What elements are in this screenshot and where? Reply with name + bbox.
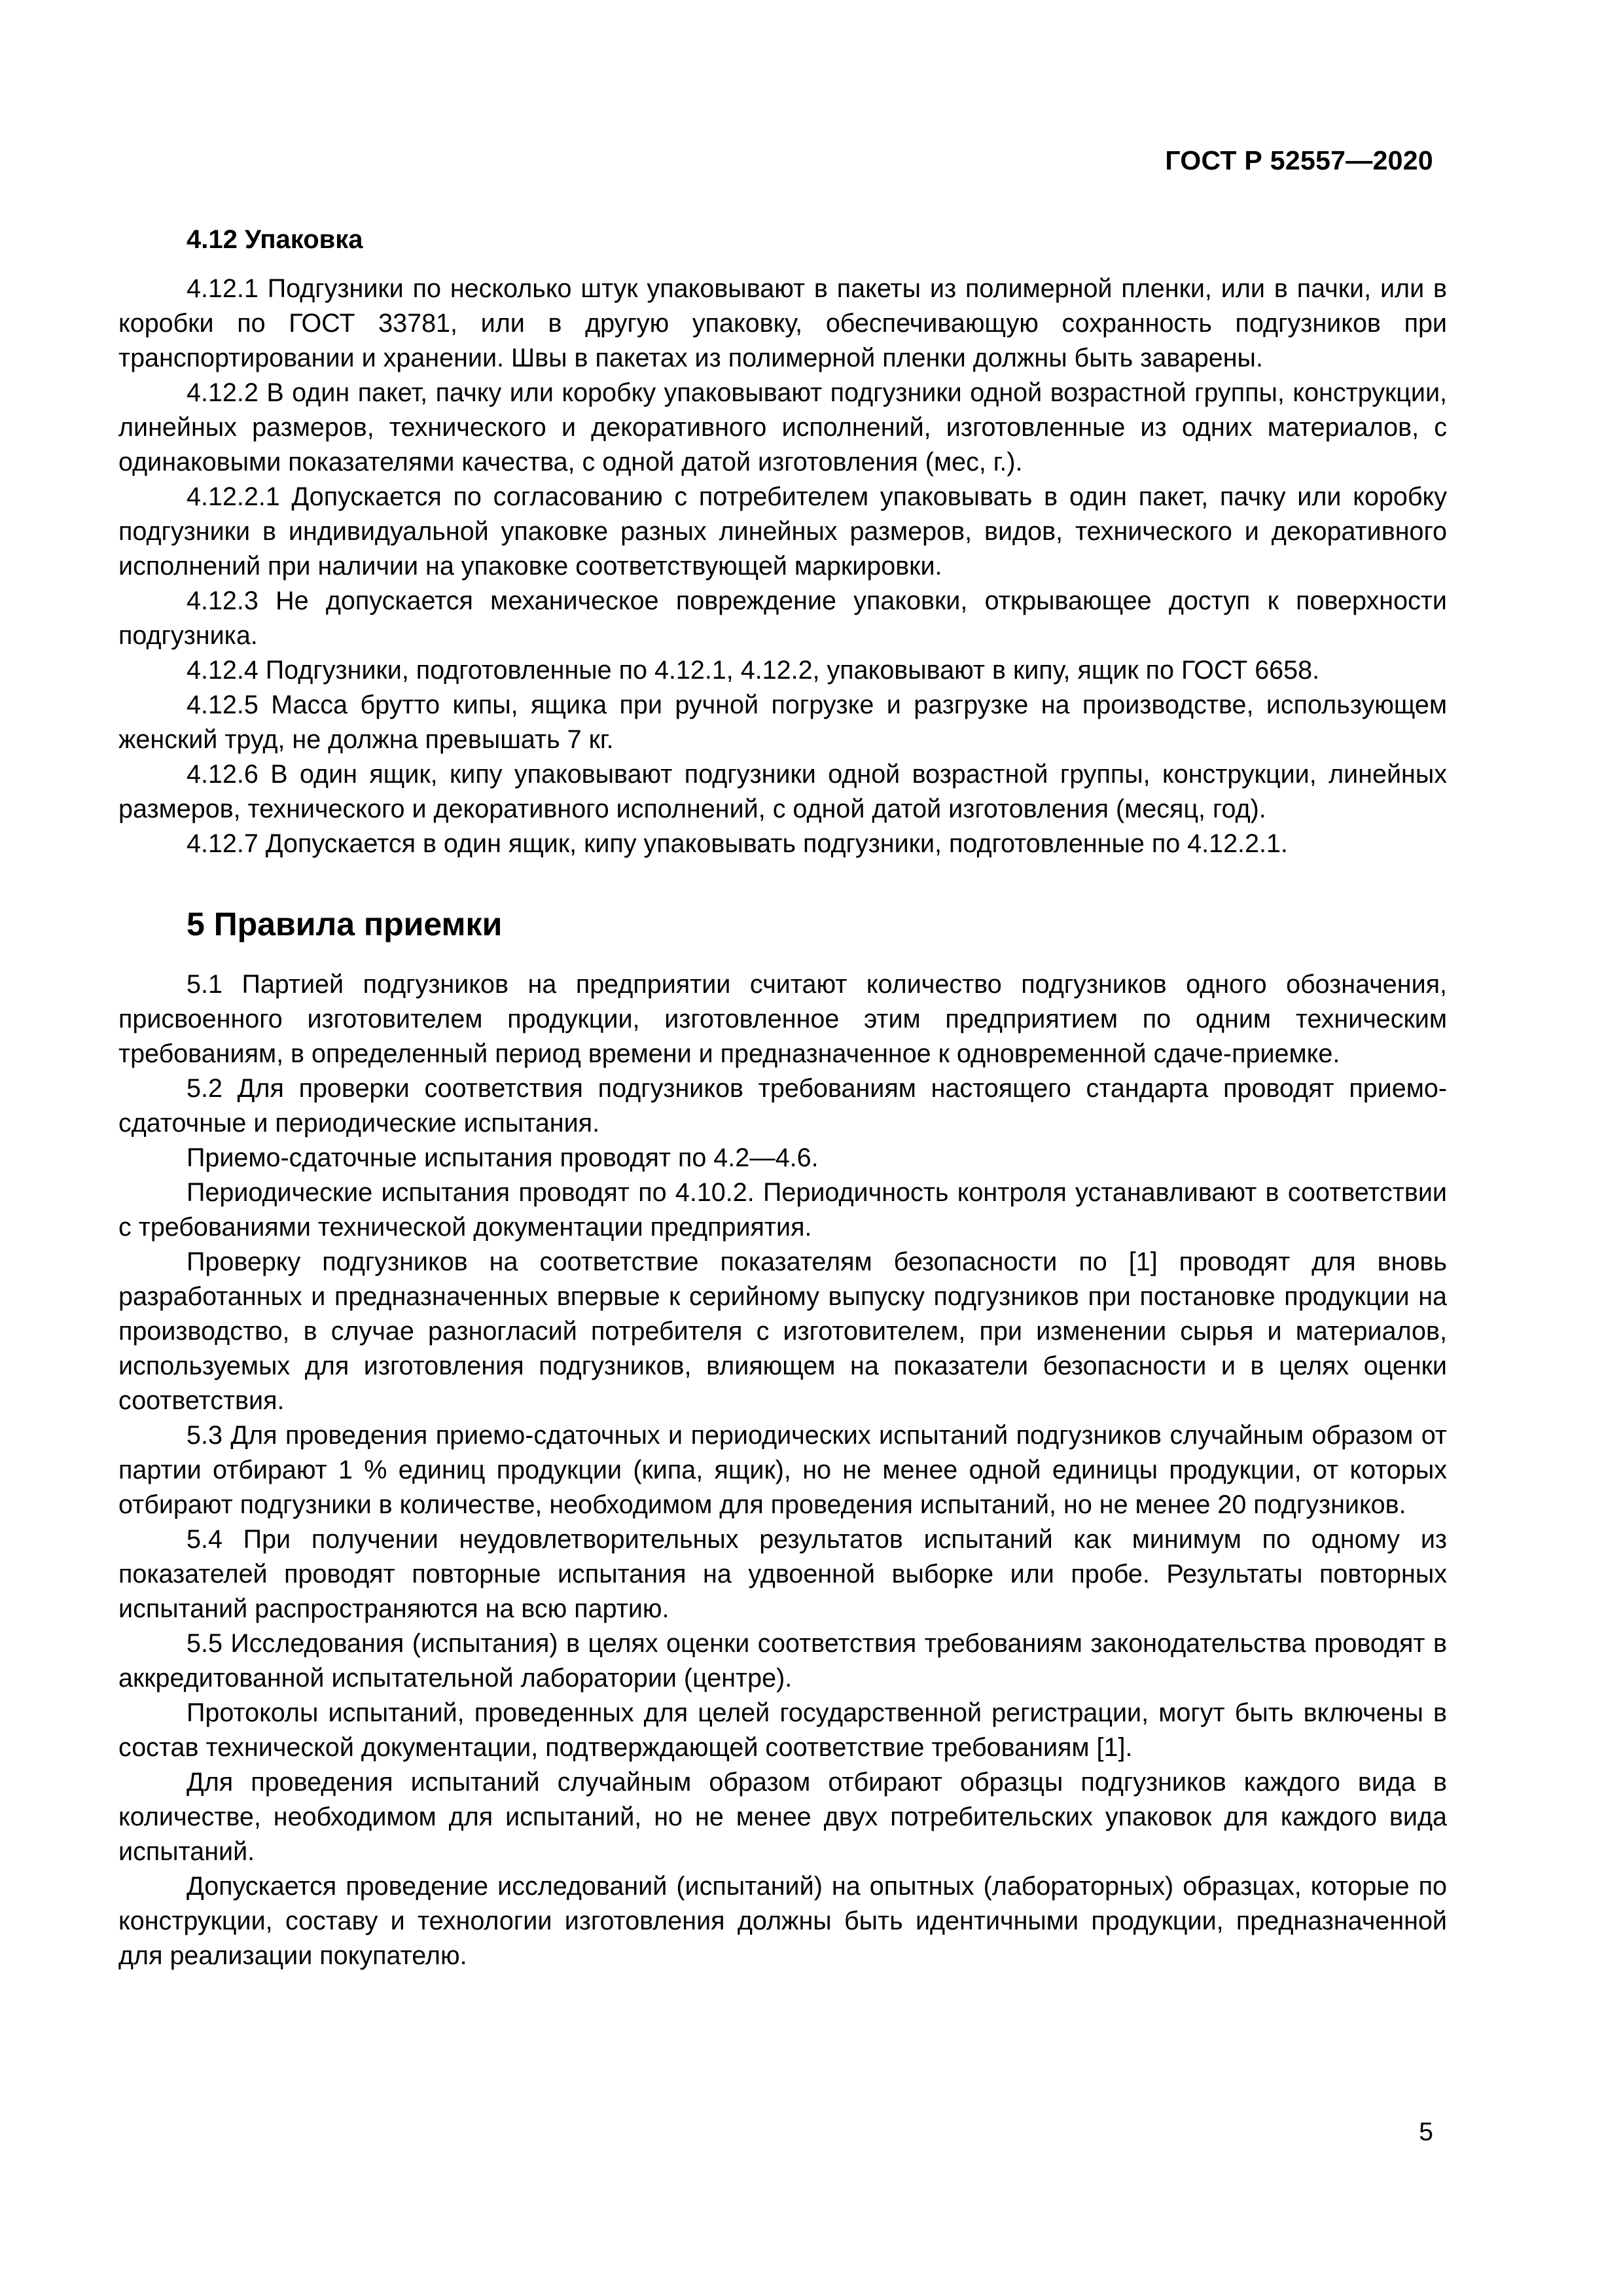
paragraph-5-3: 5.3 Для проведения приемо-сдаточных и периодических испытаний подгузников случайным образом от партии отбирают 1 % единиц продукции (кипа, ящик), но не менее одной единицы продукции, от которых отбирают подгузники в количестве, необходимом для проведения испытаний, но не менее 20 подгузников.	[118, 1421, 1447, 1519]
paragraph-acceptance-tests: Приемо-сдаточные испытания проводят по 4.2—4.6.	[187, 1143, 819, 1172]
document-body	[118, 223, 1447, 1973]
paragraph-periodic-tests: Периодические испытания проводят по 4.10.2. Периодичность контроля устанавливают в соответствии с требованиями технической документации предприятия.	[118, 1178, 1447, 1242]
paragraph-4-12-2-1: 4.12.2.1 Допускается по согласованию с потребителем упаковывать в один пакет, пачку или коробку подгузники в индивидуальной упаковке разных линейных размеров, видов, технического и декоративного исполнений при наличии на упаковке соответствующей маркировки.	[118, 482, 1447, 581]
paragraph-4-12-6: 4.12.6 В один ящик, кипу упаковывают подгузники одной возрастной группы, конструкции, линейных размеров, технического и декоративного исполнений, с одной датой изготовления (месяц, год).	[118, 760, 1447, 823]
paragraph-5-1: 5.1 Партией подгузников на предприятии считают количество подгузников одного обозначения, присвоенного изготовителем продукции, изготовленное этим предприятием по одним техническим требованиям, в определенный период времени и предназначенное к одновременной сдаче-приемке.	[118, 970, 1447, 1068]
paragraph-5-5: 5.5 Исследования (испытания) в целях оценки соответствия требованиям законодательства проводят в аккредитованной испытательной лаборатории (центре).	[118, 1629, 1447, 1693]
document-code-header: ГОСТ Р 52557—2020	[1165, 145, 1433, 175]
subsection-title-4-12: 4.12 Упаковка	[187, 225, 363, 254]
paragraph-safety-check: Проверку подгузников на соответствие показателям безопасности по [1] проводят для вновь разработанных и предназначенных впервые к серийному выпуску подгузников при постановке продукции на производство, в случае разногласий потребителя с изготовителем, при изменении сырья и материалов, используемых для изготовления подгузников, влияющем на показатели безопасности и в целях оценки соответствия.	[118, 1247, 1447, 1415]
paragraph-sampling: Для проведения испытаний случайным образом отбирают образцы подгузников каждого вида в количестве, необходимом для испытаний, но не менее двух потребительских упаковок для каждого вида испытаний.	[118, 1768, 1447, 1866]
paragraph-4-12-2: 4.12.2 В один пакет, пачку или коробку упаковывают подгузники одной возрастной группы, конструкции, линейных размеров, технического и декоративного исполнений, изготовленные из одних материалов, с одинаковыми показателями качества, с одной датой изготовления (мес, г.).	[118, 378, 1447, 476]
paragraph-4-12-4: 4.12.4 Подгузники, подготовленные по 4.12.1, 4.12.2, упаковывают в кипу, ящик по ГОСТ 6658.	[187, 656, 1320, 685]
paragraph-test-protocols: Протоколы испытаний, проведенных для целей государственной регистрации, могут быть включены в состав технической документации, подтверждающей соответствие требованиям [1].	[118, 1698, 1447, 1762]
paragraph-5-4: 5.4 При получении неудовлетворительных результатов испытаний как минимум по одному из показателей проводят повторные испытания на удвоенной выборке или пробе. Результаты повторных испытаний распространяются на всю партию.	[118, 1525, 1447, 1623]
paragraph-4-12-5: 4.12.5 Масса брутто кипы, ящика при ручной погрузке и разгрузке на производстве, использующем женский труд, не должна превышать 7 кг.	[118, 691, 1447, 754]
paragraph-4-12-3: 4.12.3 Не допускается механическое повреждение упаковки, открывающее доступ к поверхности подгузника.	[118, 586, 1447, 650]
paragraph-4-12-1: 4.12.1 Подгузники по несколько штук упаковывают в пакеты из полимерной пленки, или в пачки, или в коробки по ГОСТ 33781, или в другую упаковку, обеспечивающую сохранность подгузников при транспортировании и хранении. Швы в пакетах из полимерной пленки должны быть заварены.	[118, 274, 1447, 372]
paragraph-5-2: 5.2 Для проверки соответствия подгузников требованиям настоящего стандарта проводят приемо-сдаточные и периодические испытания.	[118, 1074, 1447, 1138]
section-title-5: 5 Правила приемки	[187, 906, 503, 942]
paragraph-prototype-testing: Допускается проведение исследований (испытаний) на опытных (лабораторных) образцах, которые по конструкции, составу и технологии изготовления должны быть идентичными продукции, предназначенной для реализации покупателю.	[118, 1872, 1447, 1970]
page-number: 5	[1419, 2118, 1433, 2146]
paragraph-4-12-7: 4.12.7 Допускается в один ящик, кипу упаковывать подгузники, подготовленные по 4.12.2.1.	[187, 829, 1288, 858]
